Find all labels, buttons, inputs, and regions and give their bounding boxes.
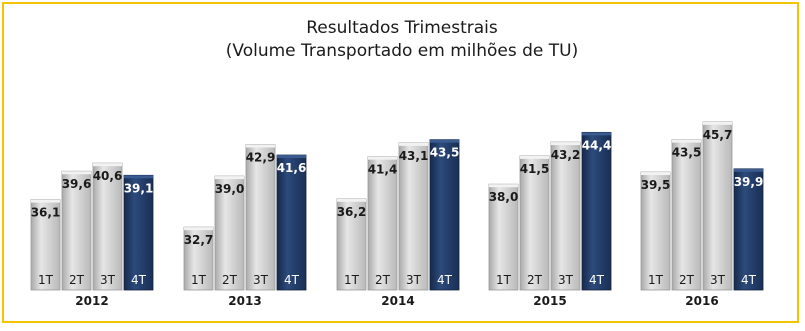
- quarter-label-2015-3T: 3T: [558, 273, 573, 287]
- year-group-2013: [184, 145, 307, 308]
- quarter-label-2014-4T: 4T: [437, 273, 452, 287]
- bar-2014-4T: [430, 140, 459, 290]
- quarter-label-2012-4T: 4T: [131, 273, 146, 287]
- value-label-2016-4T: 39,9: [733, 174, 764, 189]
- bar-cap-2013-2T: [215, 176, 244, 179]
- value-label-2012-4T: 39,1: [123, 181, 154, 196]
- bar-cap-2015-4T: [582, 132, 611, 135]
- value-label-2013-4T: 41,6: [276, 161, 307, 176]
- bars-layer: [31, 122, 764, 308]
- bar-2016-2T: [672, 140, 701, 290]
- year-group-2016: [641, 122, 764, 308]
- value-label-2015-4T: 44,4: [581, 138, 612, 153]
- bar-cap-2013-4T: [277, 155, 306, 158]
- value-label-2015-3T: 43,2: [550, 148, 581, 163]
- bar-cap-2015-1T: [489, 184, 518, 187]
- bar-2015-3T: [551, 142, 580, 290]
- value-label-2013-3T: 42,9: [245, 150, 276, 165]
- quarter-label-2016-3T: 3T: [710, 273, 725, 287]
- year-group-2014: [337, 140, 460, 308]
- chart-subtitle: (Volume Transportado em milhões de TU): [225, 41, 579, 61]
- chart-title: Resultados Trimestrais: [306, 18, 498, 38]
- quarter-label-2012-1T: 1T: [38, 273, 53, 287]
- bar-2013-3T: [246, 145, 275, 290]
- quarter-label-2012-2T: 2T: [69, 273, 84, 287]
- bar-cap-2016-3T: [703, 122, 732, 125]
- bar-2013-4T: [277, 155, 306, 290]
- bar-cap-2014-4T: [430, 140, 459, 143]
- bar-2014-3T: [399, 143, 428, 290]
- bar-2015-4T: [582, 132, 611, 290]
- bar-cap-2015-3T: [551, 142, 580, 145]
- year-label-2013: 2013: [228, 294, 262, 308]
- bar-cap-2013-1T: [184, 227, 213, 230]
- quarter-label-2013-2T: 2T: [222, 273, 237, 287]
- year-label-2014: 2014: [381, 294, 415, 308]
- bar-cap-2013-3T: [246, 145, 275, 148]
- bar-cap-2016-4T: [734, 169, 763, 172]
- bar-cap-2012-1T: [31, 200, 60, 203]
- bar-cap-2016-1T: [641, 172, 670, 175]
- quarter-label-2015-1T: 1T: [496, 273, 511, 287]
- quarter-label-2016-4T: 4T: [741, 273, 756, 287]
- value-label-2012-2T: 39,6: [61, 177, 92, 192]
- quarter-label-2016-1T: 1T: [648, 273, 663, 287]
- quarter-label-2014-1T: 1T: [344, 273, 359, 287]
- value-label-2013-2T: 39,0: [214, 182, 245, 197]
- quarter-label-2013-3T: 3T: [253, 273, 268, 287]
- value-label-2014-2T: 41,4: [367, 162, 398, 177]
- quarter-label-2013-4T: 4T: [284, 273, 299, 287]
- value-label-2015-2T: 41,5: [519, 161, 550, 176]
- value-label-2016-1T: 39,5: [640, 178, 671, 193]
- bar-2015-2T: [520, 156, 549, 290]
- bar-2016-3T: [703, 122, 732, 290]
- value-label-2015-1T: 38,0: [488, 190, 519, 205]
- value-label-2014-4T: 43,5: [429, 145, 460, 160]
- bar-cap-2014-3T: [399, 143, 428, 146]
- bar-cap-2014-2T: [368, 157, 397, 160]
- value-label-2012-3T: 40,6: [92, 169, 123, 184]
- year-label-2012: 2012: [75, 294, 109, 308]
- quarter-label-2012-3T: 3T: [100, 273, 115, 287]
- bar-cap-2012-2T: [62, 171, 91, 174]
- quarter-label-2014-3T: 3T: [406, 273, 421, 287]
- value-label-2012-1T: 36,1: [30, 205, 61, 220]
- value-label-2014-1T: 36,2: [336, 204, 367, 219]
- value-label-2014-3T: 43,1: [398, 148, 429, 163]
- year-label-2016: 2016: [685, 294, 719, 308]
- bar-cap-2016-2T: [672, 140, 701, 143]
- bar-cap-2015-2T: [520, 156, 549, 159]
- value-label-2016-2T: 43,5: [671, 145, 702, 160]
- quarter-label-2014-2T: 2T: [375, 273, 390, 287]
- year-label-2015: 2015: [533, 294, 567, 308]
- bar-cap-2012-4T: [124, 175, 153, 178]
- year-group-2015: [489, 132, 612, 308]
- quarter-label-2015-4T: 4T: [589, 273, 604, 287]
- bar-cap-2014-1T: [337, 199, 366, 202]
- quarter-label-2013-1T: 1T: [191, 273, 206, 287]
- value-label-2013-1T: 32,7: [183, 233, 214, 248]
- quarter-label-2016-2T: 2T: [679, 273, 694, 287]
- bar-cap-2012-3T: [93, 163, 122, 166]
- year-group-2012: [31, 163, 154, 308]
- value-label-2016-3T: 45,7: [702, 127, 733, 142]
- quarter-label-2015-2T: 2T: [527, 273, 542, 287]
